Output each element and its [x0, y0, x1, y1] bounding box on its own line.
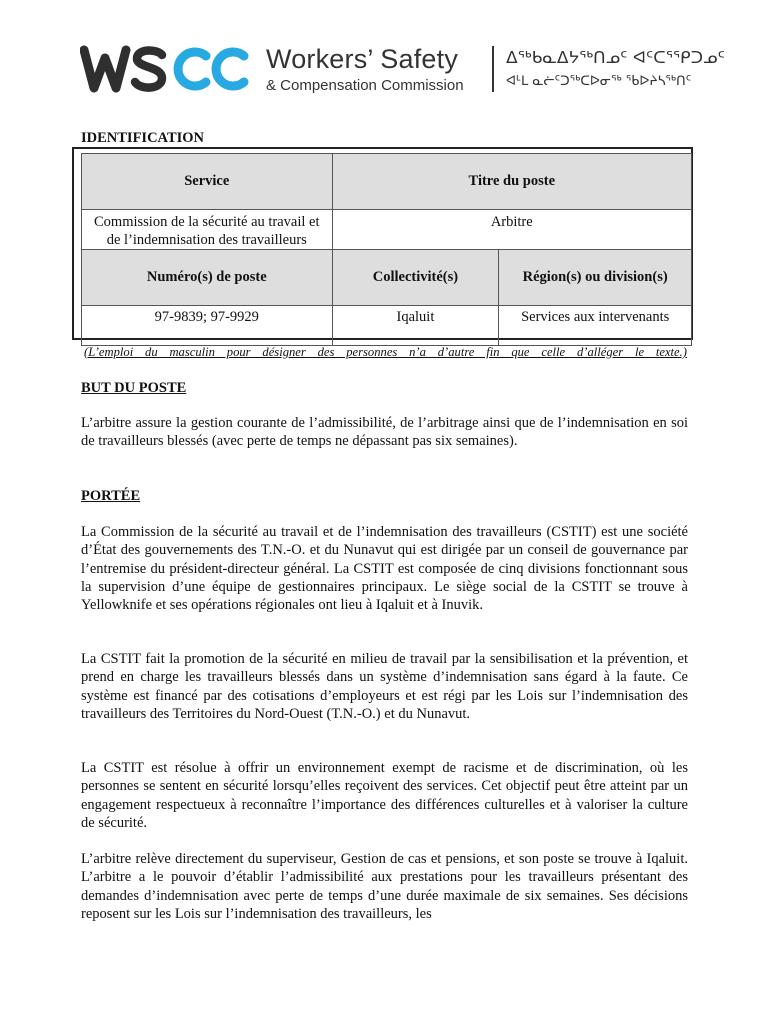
- wscc-logo-wordmark: [266, 46, 464, 93]
- region-value: Services aux intervenants: [499, 306, 692, 346]
- table-row: [82, 210, 692, 250]
- identification-table-frame: [72, 147, 693, 340]
- table-row: [82, 250, 692, 306]
- header-titre-du-poste: Titre du poste: [332, 154, 691, 210]
- table-row: [82, 306, 692, 346]
- org-name: Workers’ Safety: [266, 44, 459, 74]
- portee-paragraph-2: La CSTIT fait la promotion de la sécurité en milieu de travail par la sensibilisation et la prévention, et prend en charge les travailleurs blessés dans un système d’indemnisation sans égard à la faute. Ce système est financé par des cotisations d’employeurs et est régi par les Lois sur l’indemnisation des travailleurs des Territoires du Nord-Ouest (T.N.-O.) et du Nunavut.: [81, 651, 688, 722]
- org-name-syllabics: ᐃᖅᑲᓇᐃᔭᖅᑎᓄᑦ ᐊᑦᑕᕐᕿᑐᓄᑦ: [506, 48, 725, 68]
- wscc-logo: [80, 44, 725, 94]
- header-collectivite: Collectivité(s): [332, 250, 499, 306]
- titre-value: Arbitre: [332, 210, 691, 250]
- header-numero-de-poste: Numéro(s) de poste: [82, 250, 333, 306]
- portee-paragraph-4: L’arbitre relève directement du superviseur, Gestion de cas et pensions, et son poste se trouve à Iqaluit. L’arbitre a le pouvoir d’établir l’admissibilité aux prestations pour les travailleurs présentant des demandes d’indemnisation avec perte de temps d’une durée maximale de six semaines. Ses décisions reposent sur les Lois sur l’indemnisation des travailleurs, les: [81, 851, 688, 922]
- numero-value: 97-9839; 97-9929: [82, 306, 333, 346]
- header-region: Région(s) ou division(s): [499, 250, 692, 306]
- header-service: Service: [82, 154, 333, 210]
- identification-heading: IDENTIFICATION: [81, 130, 205, 146]
- but-du-poste-text: L’arbitre assure la gestion courante de l’admissibilité, de l’arbitrage ainsi que de l’indemnisation en soi de travailleurs blessés (avec perte de temps ne dépassant pas six semaines).: [81, 415, 688, 450]
- collectivite-value: Iqaluit: [332, 306, 499, 346]
- portee-paragraph-1: La Commission de la sécurité au travail et de l’indemnisation des travailleurs (CSTIT) est une société d’État des gouvernements des T.N.-O. et du Nunavut qui est dirigée par un conseil de gouvernance par l’entremise du président-directeur général. La CSTIT est composée de cinq divisions fonctionnant sous la supervision d’une équipe de gestionnaires principaux. Le siège social de la CSTIT se trouve à Yellowknife et ses opérations régionales ont lieu à Iqaluit et à Inuvik.: [81, 524, 688, 614]
- org-subtitle-syllabics: ᐊᒻᒪ ᓇᓖᑦᑐᖅᑕᐅᓂᖅ ᖃᐅᔨᓴᖅᑎᑦ: [506, 74, 692, 89]
- service-value: Commission de la sécurité au travail et de l’indemnisation des travailleurs: [82, 210, 333, 250]
- wscc-logo-mark: [80, 44, 250, 94]
- logo-divider: [492, 46, 494, 92]
- wscc-lettermark-graphic: [80, 44, 250, 94]
- table-row: [82, 154, 692, 210]
- identification-table: [81, 153, 692, 346]
- portee-paragraph-3: La CSTIT est résolue à offrir un environnement exempt de racisme et de discrimination, où les personnes se sentent en sécurité lorsqu’elles reçoivent des services. Cet objectif peut être atteint par un engagement respectueux à reconnaître l’importance des différences culturelles et à valoriser la culture de sécurité.: [81, 760, 688, 831]
- org-subtitle: & Compensation Commission: [266, 77, 464, 94]
- portee-heading: PORTÉE: [81, 488, 141, 504]
- gender-note: (L’emploi du masculin pour désigner des personnes n’a d’autre fin que celle d’alléger le texte.): [84, 345, 687, 359]
- but-du-poste-heading: BUT DU POSTE: [81, 380, 187, 396]
